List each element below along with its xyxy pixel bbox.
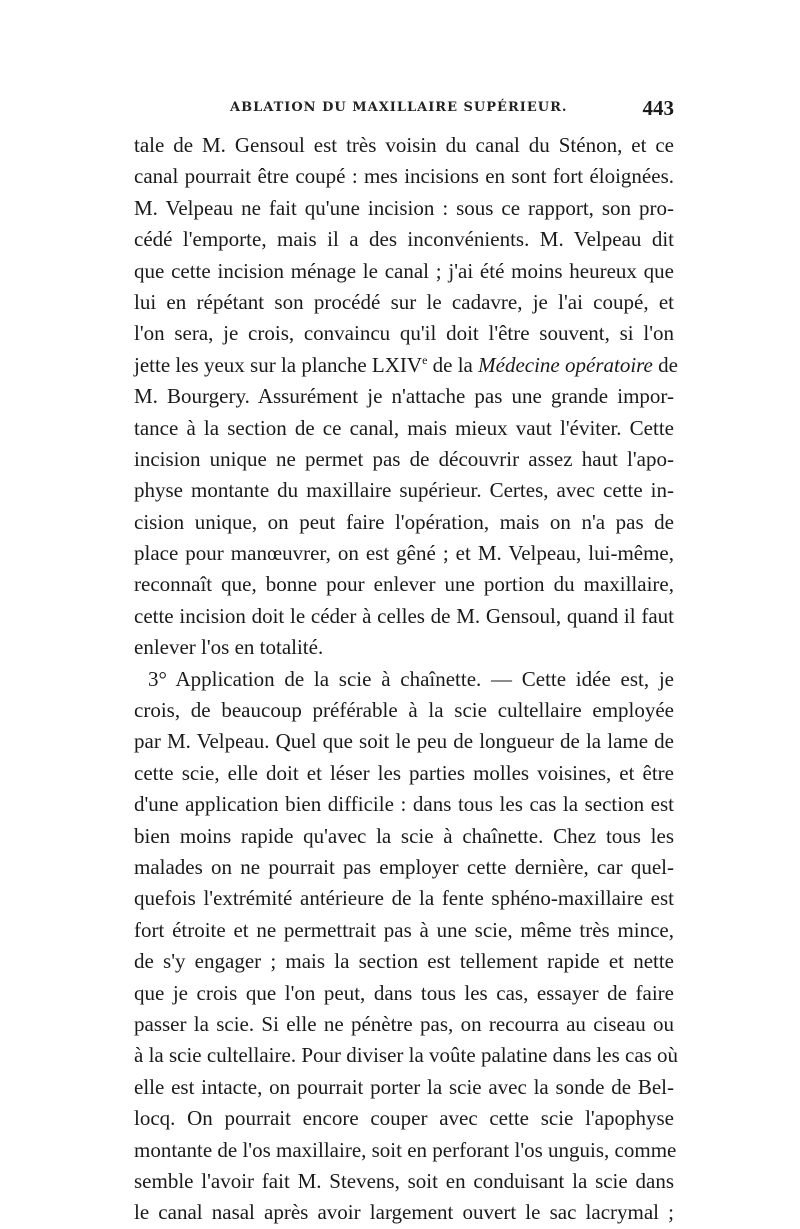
- text-line: par M. Velpeau. Quel que soit le peu de longueur de la lame de: [134, 729, 674, 754]
- text-line: lui en répétant son procédé sur le cadavre, je l'ai coupé, et: [134, 289, 674, 314]
- italic-title: Médecine opératoire: [478, 352, 653, 377]
- text-line: fort étroite et ne permettrait pas à une scie, même très mince,: [134, 917, 674, 942]
- text-line: canal pourrait être coupé : mes incisions en sont fort éloignées.: [134, 164, 674, 189]
- text-line: locq. On pourrait encore couper avec cette scie l'apophyse: [134, 1106, 674, 1131]
- text-line: de s'y engager ; mais la section est tellement rapide et nette: [134, 949, 674, 974]
- text-line: malades on ne pourrait pas employer cette dernière, car quel-: [134, 854, 674, 879]
- text-line: cision unique, on peut faire l'opération, mais on n'a pas de: [134, 509, 674, 534]
- text-line: passer la scie. Si elle ne pénètre pas, on recourra au ciseau ou: [134, 1011, 674, 1036]
- text-line: quefois l'extrémité antérieure de la fente sphéno-maxillaire est: [134, 886, 674, 911]
- text-line: montante de l'os maxillaire, soit en perforant l'os unguis, comme: [134, 1137, 677, 1162]
- superscript: e: [422, 352, 428, 367]
- text-segment: de: [652, 352, 678, 377]
- text-line: le canal nasal après avoir largement ouvert le sac lacrymal ;: [134, 1200, 674, 1225]
- text-line: que cette incision ménage le canal ; j'ai été moins heureux que: [134, 258, 674, 283]
- running-title: ABLATION DU MAXILLAIRE SUPÉRIEUR.: [230, 100, 568, 115]
- text-line: tale de M. Gensoul est très voisin du canal du Sténon, et ce: [134, 133, 674, 157]
- text-line: physe montante du maxillaire supérieur. Certes, avec cette in-: [134, 478, 674, 503]
- text-line: tance à la section de ce canal, mais mieux vaut l'éviter. Cette: [134, 415, 674, 440]
- body-text: [134, 130, 679, 1229]
- text-line: crois, de beaucoup préférable à la scie cultellaire employée: [134, 698, 674, 723]
- text-line: l'on sera, je crois, convaincu qu'il doit l'être souvent, si l'on: [134, 321, 674, 346]
- text-line: semble l'avoir fait M. Stevens, soit en conduisant la scie dans: [134, 1168, 674, 1193]
- page-number: 443: [642, 96, 674, 120]
- text-line: incision unique ne permet pas de découvrir assez haut l'apo-: [134, 446, 674, 471]
- text-line: cette incision doit le céder à celles de M. Gensoul, quand il faut: [134, 603, 674, 628]
- text-segment: jette les yeux sur la planche LXIV: [134, 352, 423, 377]
- text-line: elle est intacte, on pourrait porter la scie avec la sonde de Bel-: [134, 1074, 674, 1099]
- text-line: que je crois que l'on peut, dans tous les cas, essayer de faire: [134, 980, 674, 1005]
- text-line: cédé l'emporte, mais il a des inconvénients. M. Velpeau dit: [134, 227, 674, 252]
- text-line: à la scie cultellaire. Pour diviser la voûte palatine dans les cas où: [134, 1043, 679, 1068]
- text-line: cette scie, elle doit et léser les parties molles voisines, et être: [134, 760, 674, 785]
- text-line: d'une application bien difficile : dans tous les cas la section est: [134, 792, 674, 817]
- text-line: bien moins rapide qu'avec la scie à chaînette. Chez tous les: [134, 823, 674, 848]
- text-line-with-italic: [134, 350, 678, 381]
- text-line: M. Bourgery. Assurément je n'attache pas une grande impor-: [134, 384, 674, 409]
- paragraph-end-line: enlever l'os en totalité.: [134, 635, 324, 660]
- text-line: place pour manœuvrer, on est gêné ; et M. Velpeau, lui-même,: [134, 541, 674, 566]
- running-header: [134, 96, 674, 124]
- text-line: M. Velpeau ne fait qu'une incision : sous ce rapport, son pro-: [134, 195, 674, 220]
- text-line: reconnaît que, bonne pour enlever une portion du maxillaire,: [134, 572, 674, 597]
- text-line: 3° Application de la scie à chaînette. — Cette idée est, je: [148, 666, 674, 691]
- text-segment: de la: [427, 352, 479, 377]
